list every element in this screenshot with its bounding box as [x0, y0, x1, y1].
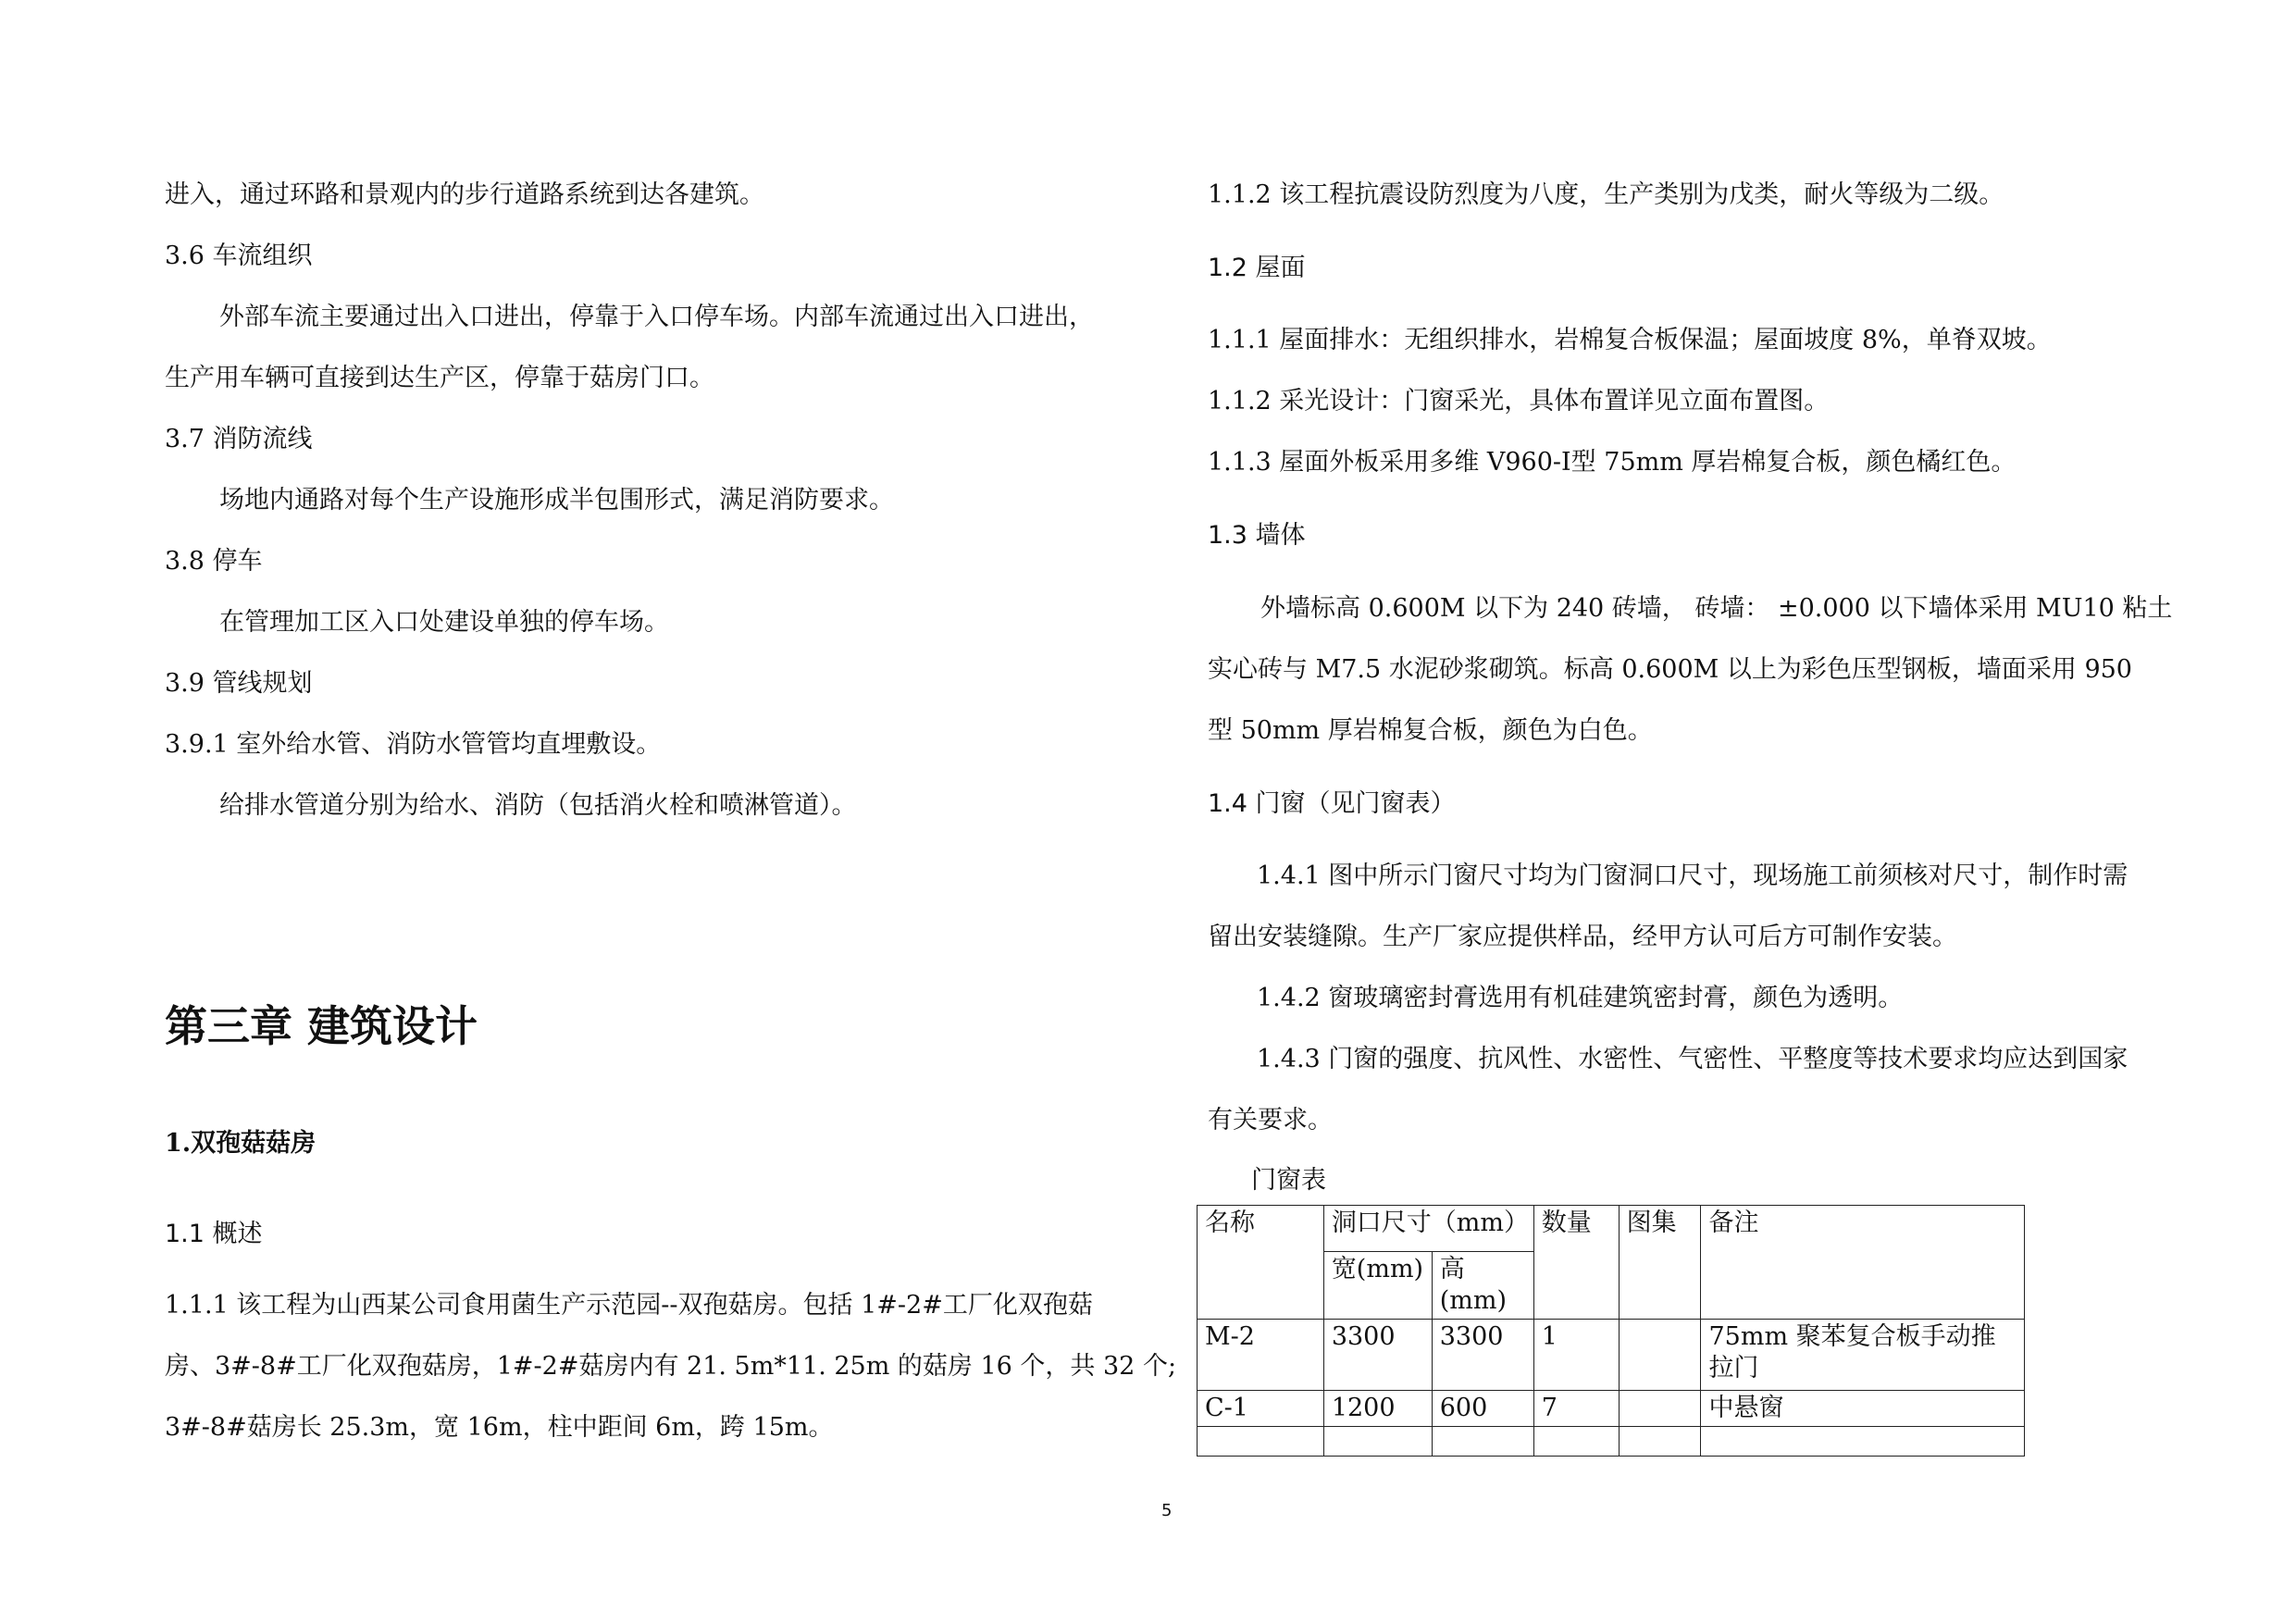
section-heading-3-9-1: 3.9.1 室外给水管、消防水管管均直埋敷设。	[165, 730, 662, 759]
page-number: 5	[1161, 1501, 1173, 1520]
table-header-size: 洞口尺寸（mm）	[1323, 1206, 1533, 1252]
section-heading-1-3: 1.3 墙体	[1208, 521, 1306, 550]
table-cell: 75mm 聚苯复合板手动推拉门	[1701, 1320, 2025, 1391]
table-header-height: 高(mm)	[1432, 1252, 1533, 1320]
body-text: 进入，通过环路和景观内的步行道路系统到达各建筑。	[165, 180, 764, 209]
table-caption: 门窗表	[1251, 1166, 1326, 1195]
body-text: 留出安装缝隙。生产厂家应提供样品，经甲方认可后方可制作安装。	[1208, 923, 1957, 951]
table-header-note: 备注	[1701, 1206, 2025, 1320]
body-text: 在管理加工区入口处建设单独的停车场。	[219, 608, 669, 637]
body-text: 1.4.3 门窗的强度、抗风性、水密性、气密性、平整度等技术要求均应达到国家	[1257, 1045, 2128, 1073]
body-text: 外墙标高 0.600M 以下为 240 砖墙， 砖墙： ±0.000 以下墙体采用 MU10 粘土	[1260, 594, 2173, 623]
section-heading-3-7: 3.7 消防流线	[165, 425, 313, 453]
body-text: 场地内通路对每个生产设施形成半包围形式，满足消防要求。	[219, 486, 894, 514]
table-cell	[1198, 1427, 1324, 1457]
table-cell: 1	[1533, 1320, 1619, 1391]
section-heading-3-6: 3.6 车流组织	[165, 242, 313, 270]
table-cell	[1323, 1427, 1432, 1457]
table-cell: 1200	[1323, 1391, 1432, 1427]
table-row-empty	[1198, 1427, 2025, 1457]
table-cell: C-1	[1198, 1391, 1324, 1427]
table-cell	[1619, 1391, 1701, 1427]
table-header-width: 宽(mm)	[1323, 1252, 1432, 1320]
table-cell	[1533, 1427, 1619, 1457]
body-text: 1.4.2 窗玻璃密封膏选用有机硅建筑密封膏，颜色为透明。	[1257, 984, 1904, 1012]
table-header-name: 名称	[1198, 1206, 1324, 1320]
table-cell: 7	[1533, 1391, 1619, 1427]
table-cell: 中悬窗	[1701, 1391, 2025, 1427]
body-text: 1.1.1 该工程为山西某公司食用菌生产示范园--双孢菇房。包括 1#-2#工厂化双孢菇	[165, 1291, 1093, 1320]
table-cell: 600	[1432, 1391, 1533, 1427]
table-header-qty: 数量	[1533, 1206, 1619, 1320]
body-text: 1.4.1 图中所示门窗尺寸均为门窗洞口尺寸，现场施工前须核对尺寸，制作时需	[1257, 862, 2128, 890]
table-row	[1198, 1391, 2025, 1427]
section-heading-1-1: 1.1 概述	[165, 1220, 263, 1248]
table-cell: 3300	[1323, 1320, 1432, 1391]
table-cell: 3300	[1432, 1320, 1533, 1391]
body-text: 型 50mm 厚岩棉复合板，颜色为白色。	[1208, 716, 1653, 745]
body-text: 实心砖与 M7.5 水泥砂浆砌筑。标高 0.600M 以上为彩色压型钢板，墙面采用 950	[1208, 655, 2132, 684]
section-heading-1-2: 1.2 屋面	[1208, 254, 1306, 282]
chapter-title: 第三章 建筑设计	[165, 1001, 478, 1051]
body-text: 1.1.3 屋面外板采用多维 V960-Ⅰ型 75mm 厚岩棉复合板，颜色橘红色。	[1208, 448, 2017, 477]
body-text: 生产用车辆可直接到达生产区，停靠于菇房门口。	[165, 364, 714, 392]
section-heading-3-8: 3.8 停车	[165, 547, 263, 576]
section-heading-1-4: 1.4 门窗（见门窗表）	[1208, 789, 1456, 818]
body-text: 3#-8#菇房长 25.3m，宽 16m，柱中距间 6m，跨 15m。	[165, 1413, 834, 1442]
body-text: 1.1.1 屋面排水：无组织排水，岩棉复合板保温；屋面坡度 8%，单脊双坡。	[1208, 326, 2052, 354]
body-text: 1.1.2 采光设计：门窗采光，具体布置详见立面布置图。	[1208, 387, 1830, 415]
door-window-table	[1197, 1205, 2025, 1457]
body-text: 房、3#-8#工厂化双孢菇房，1#-2#菇房内有 21. 5m*11. 25m 的菇房 16 个，共 32 个;	[165, 1352, 1177, 1381]
body-text: 有关要求。	[1208, 1106, 1333, 1134]
body-text: 外部车流主要通过出入口进出，停靠于入口停车场。内部车流通过出入口进出，	[219, 303, 1094, 331]
section-heading-1: 1.双孢菇菇房	[165, 1129, 316, 1158]
table-cell	[1432, 1427, 1533, 1457]
table-cell	[1619, 1427, 1701, 1457]
body-text: 给排水管道分别为给水、消防（包括消火栓和喷淋管道）。	[219, 791, 857, 820]
table-cell	[1701, 1427, 2025, 1457]
body-text: 1.1.2 该工程抗震设防烈度为八度，生产类别为戊类，耐火等级为二级。	[1208, 180, 2004, 209]
table-cell	[1619, 1320, 1701, 1391]
table-row	[1198, 1320, 2025, 1391]
table-header-atlas: 图集	[1619, 1206, 1701, 1320]
table-cell: M-2	[1198, 1320, 1324, 1391]
section-heading-3-9: 3.9 管线规划	[165, 669, 313, 698]
